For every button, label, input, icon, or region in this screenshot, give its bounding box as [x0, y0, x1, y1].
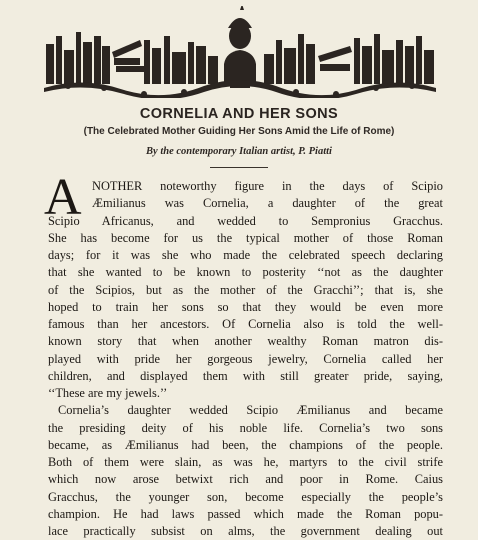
body-line: famous than her ancestors. Of Cornelia also is told the well- [48, 317, 443, 331]
body-line: that she wanted to be known to posterity ‘‘not as the daughter [48, 265, 443, 280]
body-line: Æmilianus was Cornelia, a daughter of the great [92, 196, 443, 211]
article-byline: By the contemporary Italian artist, P. Piatti [146, 146, 332, 157]
body-line: Cornelia’s daughter wedded Scipio Æmilianus and became [58, 403, 443, 418]
article-title: CORNELIA AND HER SONS [139, 106, 339, 122]
body-line: of the Scipios, but as the mother of the Gracchi’’; that is, she [48, 282, 443, 297]
body-line: known story that when another wealthy Roman matron dis- [48, 334, 443, 349]
body-line: which now arose betwixt rich and poor in Rome. Caius [48, 472, 443, 487]
article-body [44, 169, 443, 540]
body-line: ‘‘These are my jewels.’’ [48, 386, 168, 400]
article-subtitle: (The Celebrated Mother Guiding Her Sons Amid the Life of Rome) [83, 126, 395, 137]
body-line: children, and displayed them with still greater pride, saying, [48, 368, 443, 383]
body-line: became, as Æmilianus had been, the champions of the people. [48, 437, 443, 452]
body-line: days; for it was she who made the celebrated speech declaring [48, 248, 443, 262]
body-line: the presiding deity of his noble life. Cornelia’s two sons [48, 420, 443, 435]
title-divider [210, 167, 268, 168]
drop-cap: A [44, 169, 82, 226]
body-line: Both of them were slain, as was he, martyrs to the civil strife [48, 455, 443, 469]
body-line: lace practically subsist on alms, the government dealing out [48, 524, 443, 538]
body-line: played with pride her gorgeous jewelry, Cornelia called her [48, 351, 443, 366]
body-line: She has become for us the typical mother of those Roman [48, 230, 443, 245]
body-line: champion. He had laws passed which made the Roman popu- [48, 506, 443, 521]
body-line: Gracchus, the younger son, become especially the people’s [48, 489, 443, 504]
body-line: Scipio Africanus, and wedded to Sempronius Gracchus. [48, 213, 443, 228]
body-line: hoped to train her sons so that they would be even more [48, 299, 443, 314]
body-line: NOTHER noteworthy figure in the days of Scipio [92, 179, 443, 193]
decorative-headpiece-illustration [44, 6, 436, 98]
